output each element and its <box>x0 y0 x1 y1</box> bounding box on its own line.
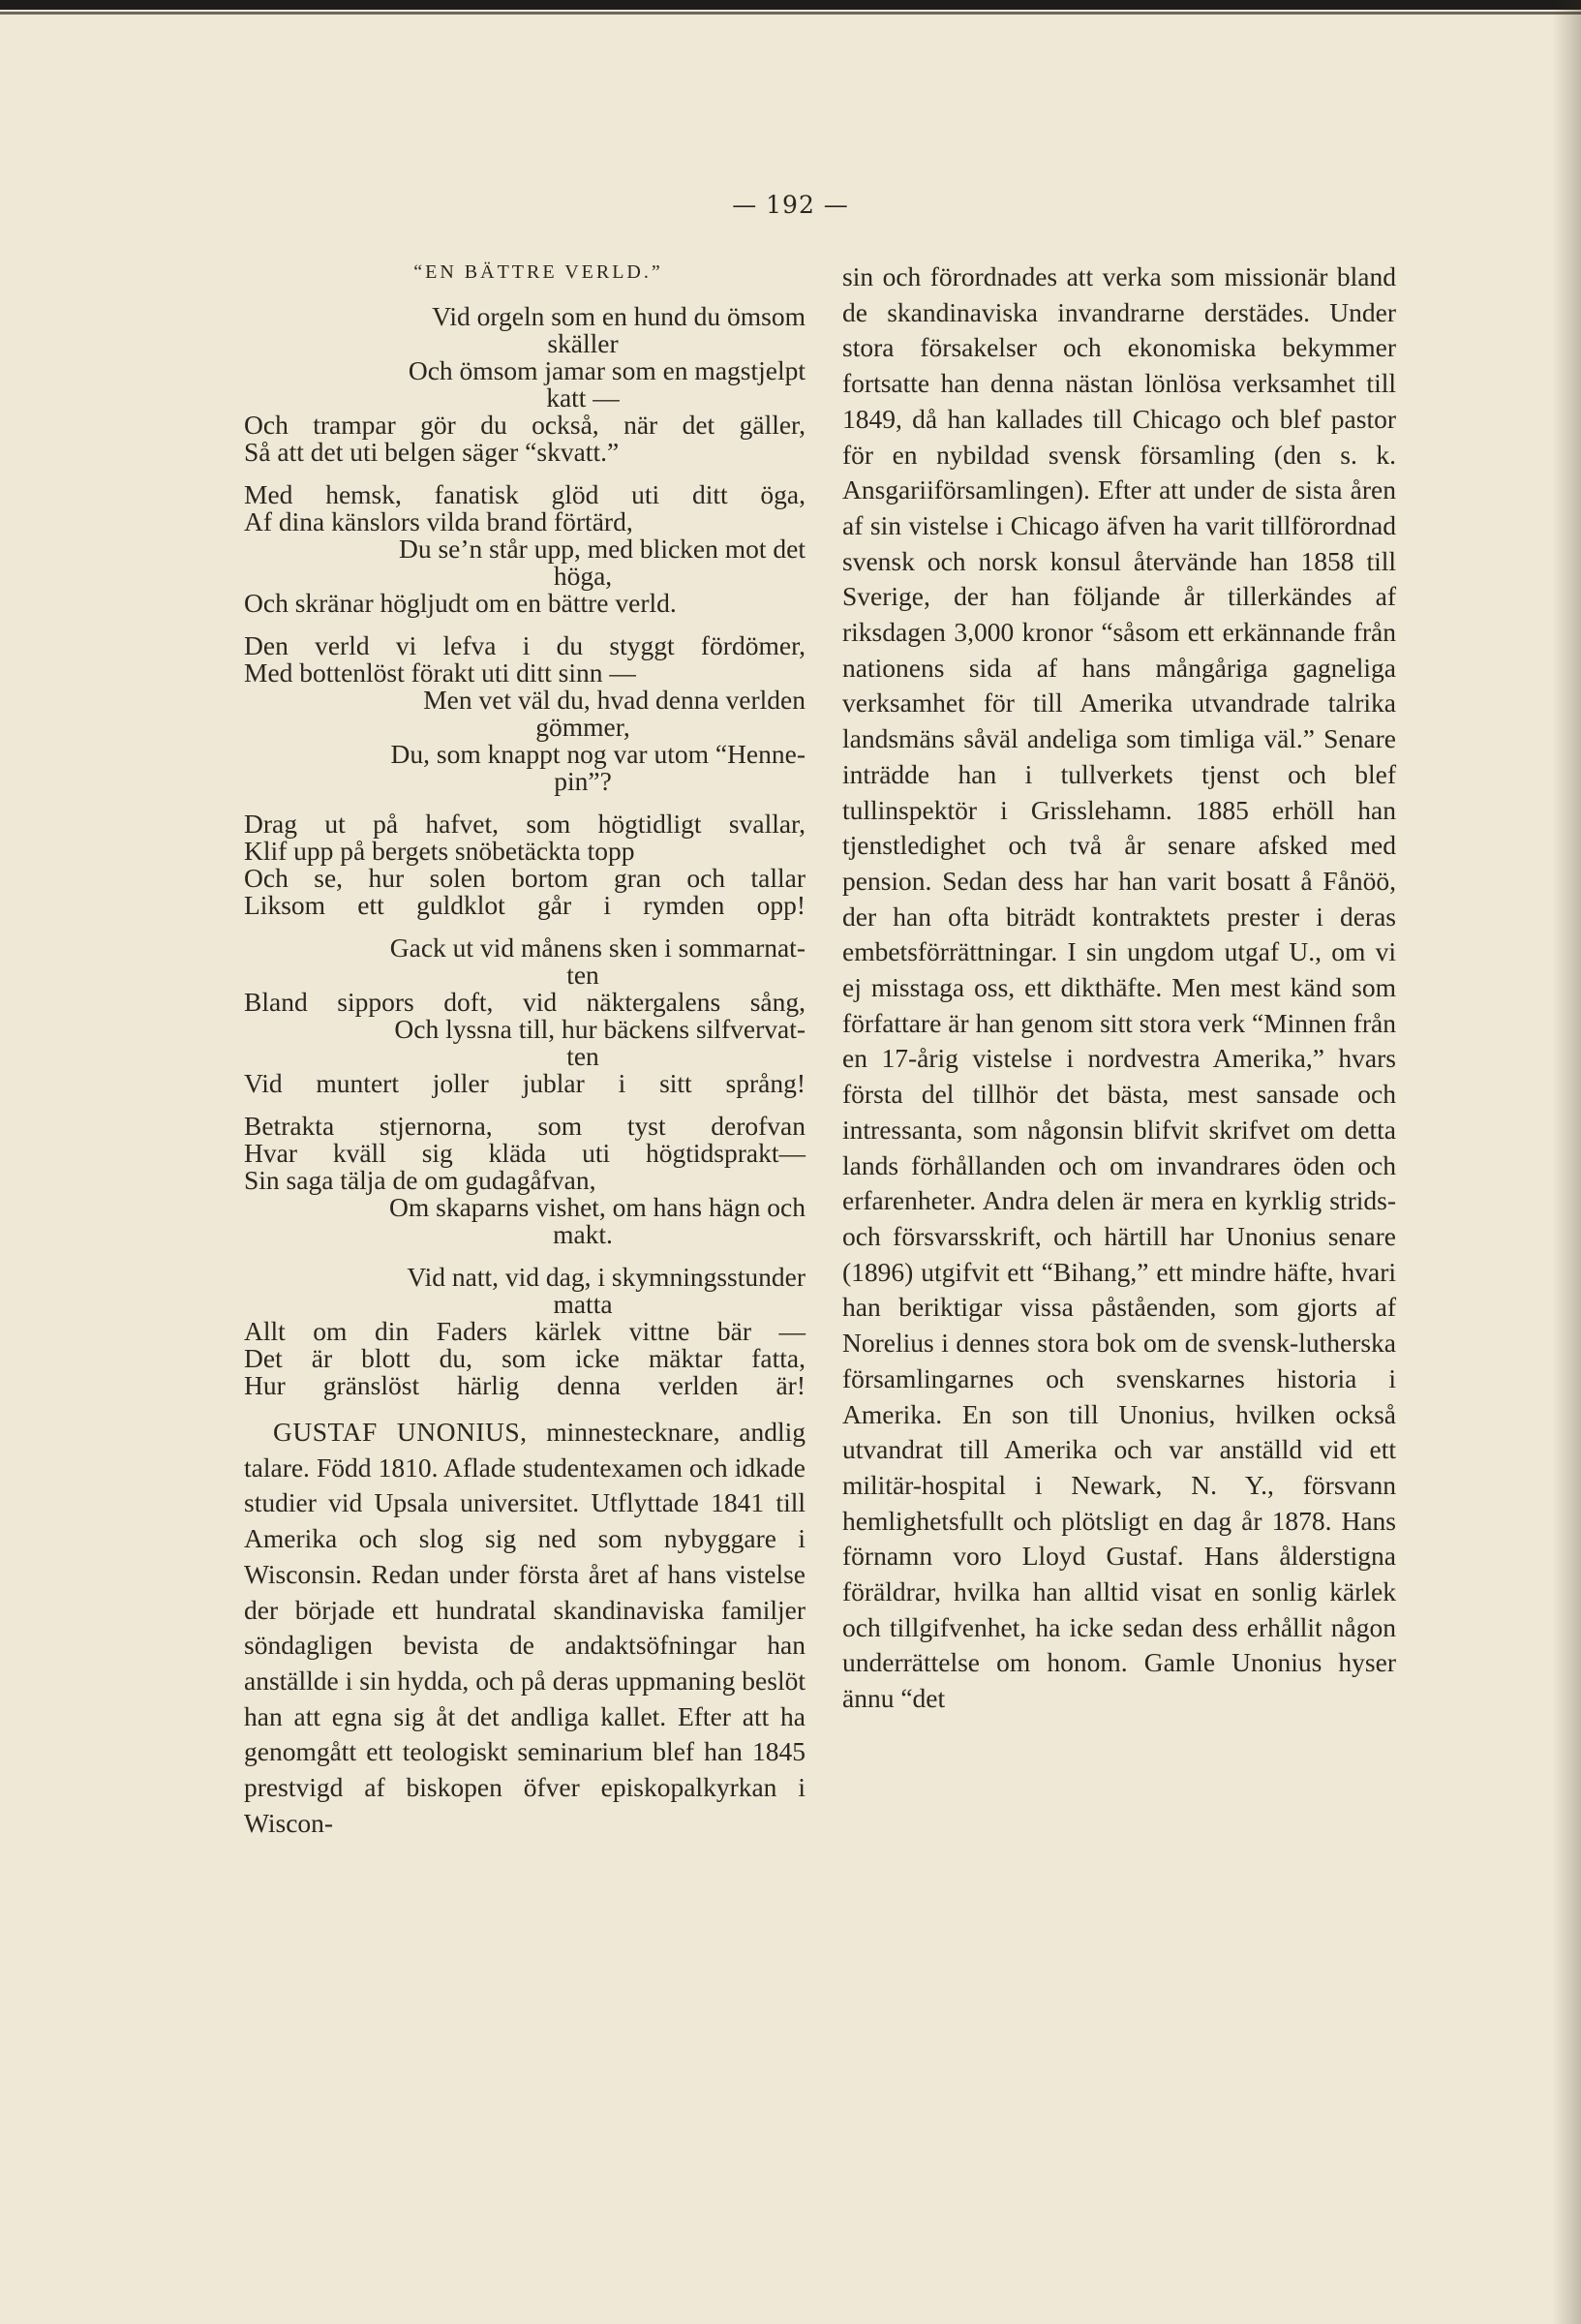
poem-line: makt. <box>553 1219 613 1249</box>
poem-line: Bland sippors doft, vid näktergalens sång, <box>244 987 806 1017</box>
poem-line: ten <box>566 960 599 990</box>
poem-line: Vid muntert joller jublar i sitt språng! <box>244 1068 806 1098</box>
poem-line: skäller <box>547 328 619 358</box>
biography-text-left: minnestecknare, andlig talare. Född 1810. Aflade studentexamen och idkade studier vid Upsala universitet. Utflyttade 1841 till Amerika och slog sig ned som nybyggare i Wisconsin. Redan under första året af hans vistelse der började ett hundratal skandinaviska familjer söndagligen bevista de andaktsöfningar han anställde i sin hydda, och på deras uppmaning beslöt han att egna sig åt det andliga kallet. Efter att ha genomgått ett teologiskt seminarium blef han 1845 prestvigd af biskopen öfver episkopalkyrkan i Wiscon- <box>244 1417 806 1838</box>
poem-line: Vid orgeln som en hund du ömsom <box>432 301 806 331</box>
poem-line: Det är blott du, som icke mäktar fatta, <box>244 1343 806 1373</box>
poem-stanza <box>244 481 806 617</box>
poem-line: Och lyssna till, hur bäckens silfvervat- <box>394 1014 806 1044</box>
poem-line: Af dina känslors vilda brand förtärd, <box>244 506 633 536</box>
poem-line: Hvar kväll sig kläda uti högtidsprakt— <box>244 1138 806 1168</box>
poem-line: Betrakta stjernorna, som tyst derofvan <box>244 1111 806 1141</box>
poem-line: Och se, hur solen bortom gran och tallar <box>244 863 806 893</box>
poem-line: ten <box>566 1041 599 1071</box>
right-column <box>842 261 1396 1717</box>
page-edge-band <box>0 0 1581 10</box>
poem-line: Hur gränslöst härlig denna verlden är! <box>244 1370 806 1400</box>
poem-line: gömmer, <box>535 712 630 742</box>
poem-line: Och ömsom jamar som en magstjelpt <box>408 355 806 385</box>
poem-line: Den verld vi lefva i du styggt fördömer, <box>244 630 806 660</box>
page-edge-band-thin <box>0 12 1581 15</box>
left-column <box>244 261 806 1841</box>
poem-stanza <box>244 632 806 795</box>
poem-line: Och trampar gör du också, när det gäller, <box>244 410 806 440</box>
poem-stanza <box>244 934 806 1097</box>
poem-line: matta <box>553 1289 613 1319</box>
poem-line: Om skaparns vishet, om hans hägn och <box>389 1192 806 1222</box>
poem-line: Sin saga tälja de om gudagåfvan, <box>244 1165 596 1195</box>
poem-stanza <box>244 1264 806 1399</box>
poem-line: höga, <box>553 561 613 591</box>
biography-left <box>244 1415 806 1841</box>
page-number: — 192 — <box>732 191 849 219</box>
poem-line: Men vet väl du, hvad denna verlden <box>423 685 806 715</box>
poem-line: Med hemsk, fanatisk glöd uti ditt öga, <box>244 479 806 509</box>
poem-line: Med bottenlöst förakt uti ditt sinn — <box>244 657 636 688</box>
biography-text-right: sin och förordnades att verka som missionär bland de skandinaviska invandrarne derstädes. Under stora försakelser och ekonomiska bekymmer fortsatte han denna nästan lönlösa verksamhet till 1849, då han kallades till Chicago och blef pastor för en nybildad svensk församling (den s. k. Ansgariiförsamlingen). Efter att under de sista åren af sin vistelse i Chicago äfven ha varit tillförordnad svensk och norsk konsul återvände han 1858 till Sverige, der han följande år tillerkändes af riksdagen 3,000 kronor “såsom ett erkännande från nationens sida af hans mångåriga gagneliga verksamhet för till Amerika utvandrade talrika landsmäns såväl andeliga som timliga väl.” Senare inträdde han i tullverkets tjenst och blef tullinspektör i Grisslehamn. 1885 erhöll han tjenstledighet och två år senare afsked med pension. Sedan dess har han varit bosatt å Fånöö, der han ofta biträdt kontraktets prester i deras embetsförrättningar. I sin ungdom utgaf U., om vi ej misstaga oss, ett dikthäfte. Men mest känd som författare är han genom sitt stora verk “Minnen från en 17-årig vistelse i nordvestra Amerika,” hvars första del tillhör det bästa, mest sansade och intressanta, som någonsin blifvit skrifvet om detta lands förhållanden och om invandrares öden och erfarenheter. Andra delen är mera en kyrklig strids- och försvarsskrift, och härtill har Unonius senare (1896) utgifvit ett “Bihang,” ett mindre häfte, hvari han beriktigar vissa påståenden, som gjorts af Norelius i dennes stora bok om de svensk-lutherska församlingarnes och svenskarnes historia i Amerika. En son till Unonius, hvilken också utvandrat till Amerika och var anställd vid ett militär-hospital i Newark, N. Y., försvann hemlighetsfullt och plötsligt en dag år 1878. Hans förnamn voro Lloyd Gustaf. Hans ålderstigna föräldrar, hvilka han alltid visat en sonlig kärlek och tillgifvenhet, ha icke sedan dess erhållit någon underrättelse om honom. Gamle Unonius hyser ännu “det <box>842 261 1396 1714</box>
poem-line: Klif upp på bergets snöbetäckta topp <box>244 836 635 866</box>
poem-line: Liksom ett guldklot går i rymden opp! <box>244 890 806 920</box>
poem-line: Drag ut på hafvet, som högtidligt svallar, <box>244 809 806 839</box>
poem-stanza <box>244 810 806 919</box>
poem-line: Allt om din Faders kärlek vittne bär — <box>244 1316 806 1346</box>
poem-line: Gack ut vid månens sken i sommarnat- <box>389 933 806 963</box>
poem-line: katt — <box>546 382 620 413</box>
poem-line: Och skränar högljudt om en bättre verld. <box>244 588 677 618</box>
poem-stanza <box>244 1113 806 1248</box>
poem-line: Du, som knappt nog var utom “Henne- <box>390 739 806 769</box>
poem-line: Du se’n står upp, med blicken mot det <box>398 534 806 564</box>
binding-shadow <box>1552 0 1581 2324</box>
poem-stanza <box>244 303 806 466</box>
poem-line: pin”? <box>554 766 612 796</box>
poem <box>244 303 806 1399</box>
poem-title: “EN BÄTTRE VERLD.” <box>413 261 663 283</box>
poem-line: Vid natt, vid dag, i skymningsstunder <box>407 1262 806 1292</box>
biography-name: GUSTAF UNONIUS, <box>273 1417 528 1447</box>
poem-line: Så att det uti belgen säger “skvatt.” <box>244 437 620 467</box>
